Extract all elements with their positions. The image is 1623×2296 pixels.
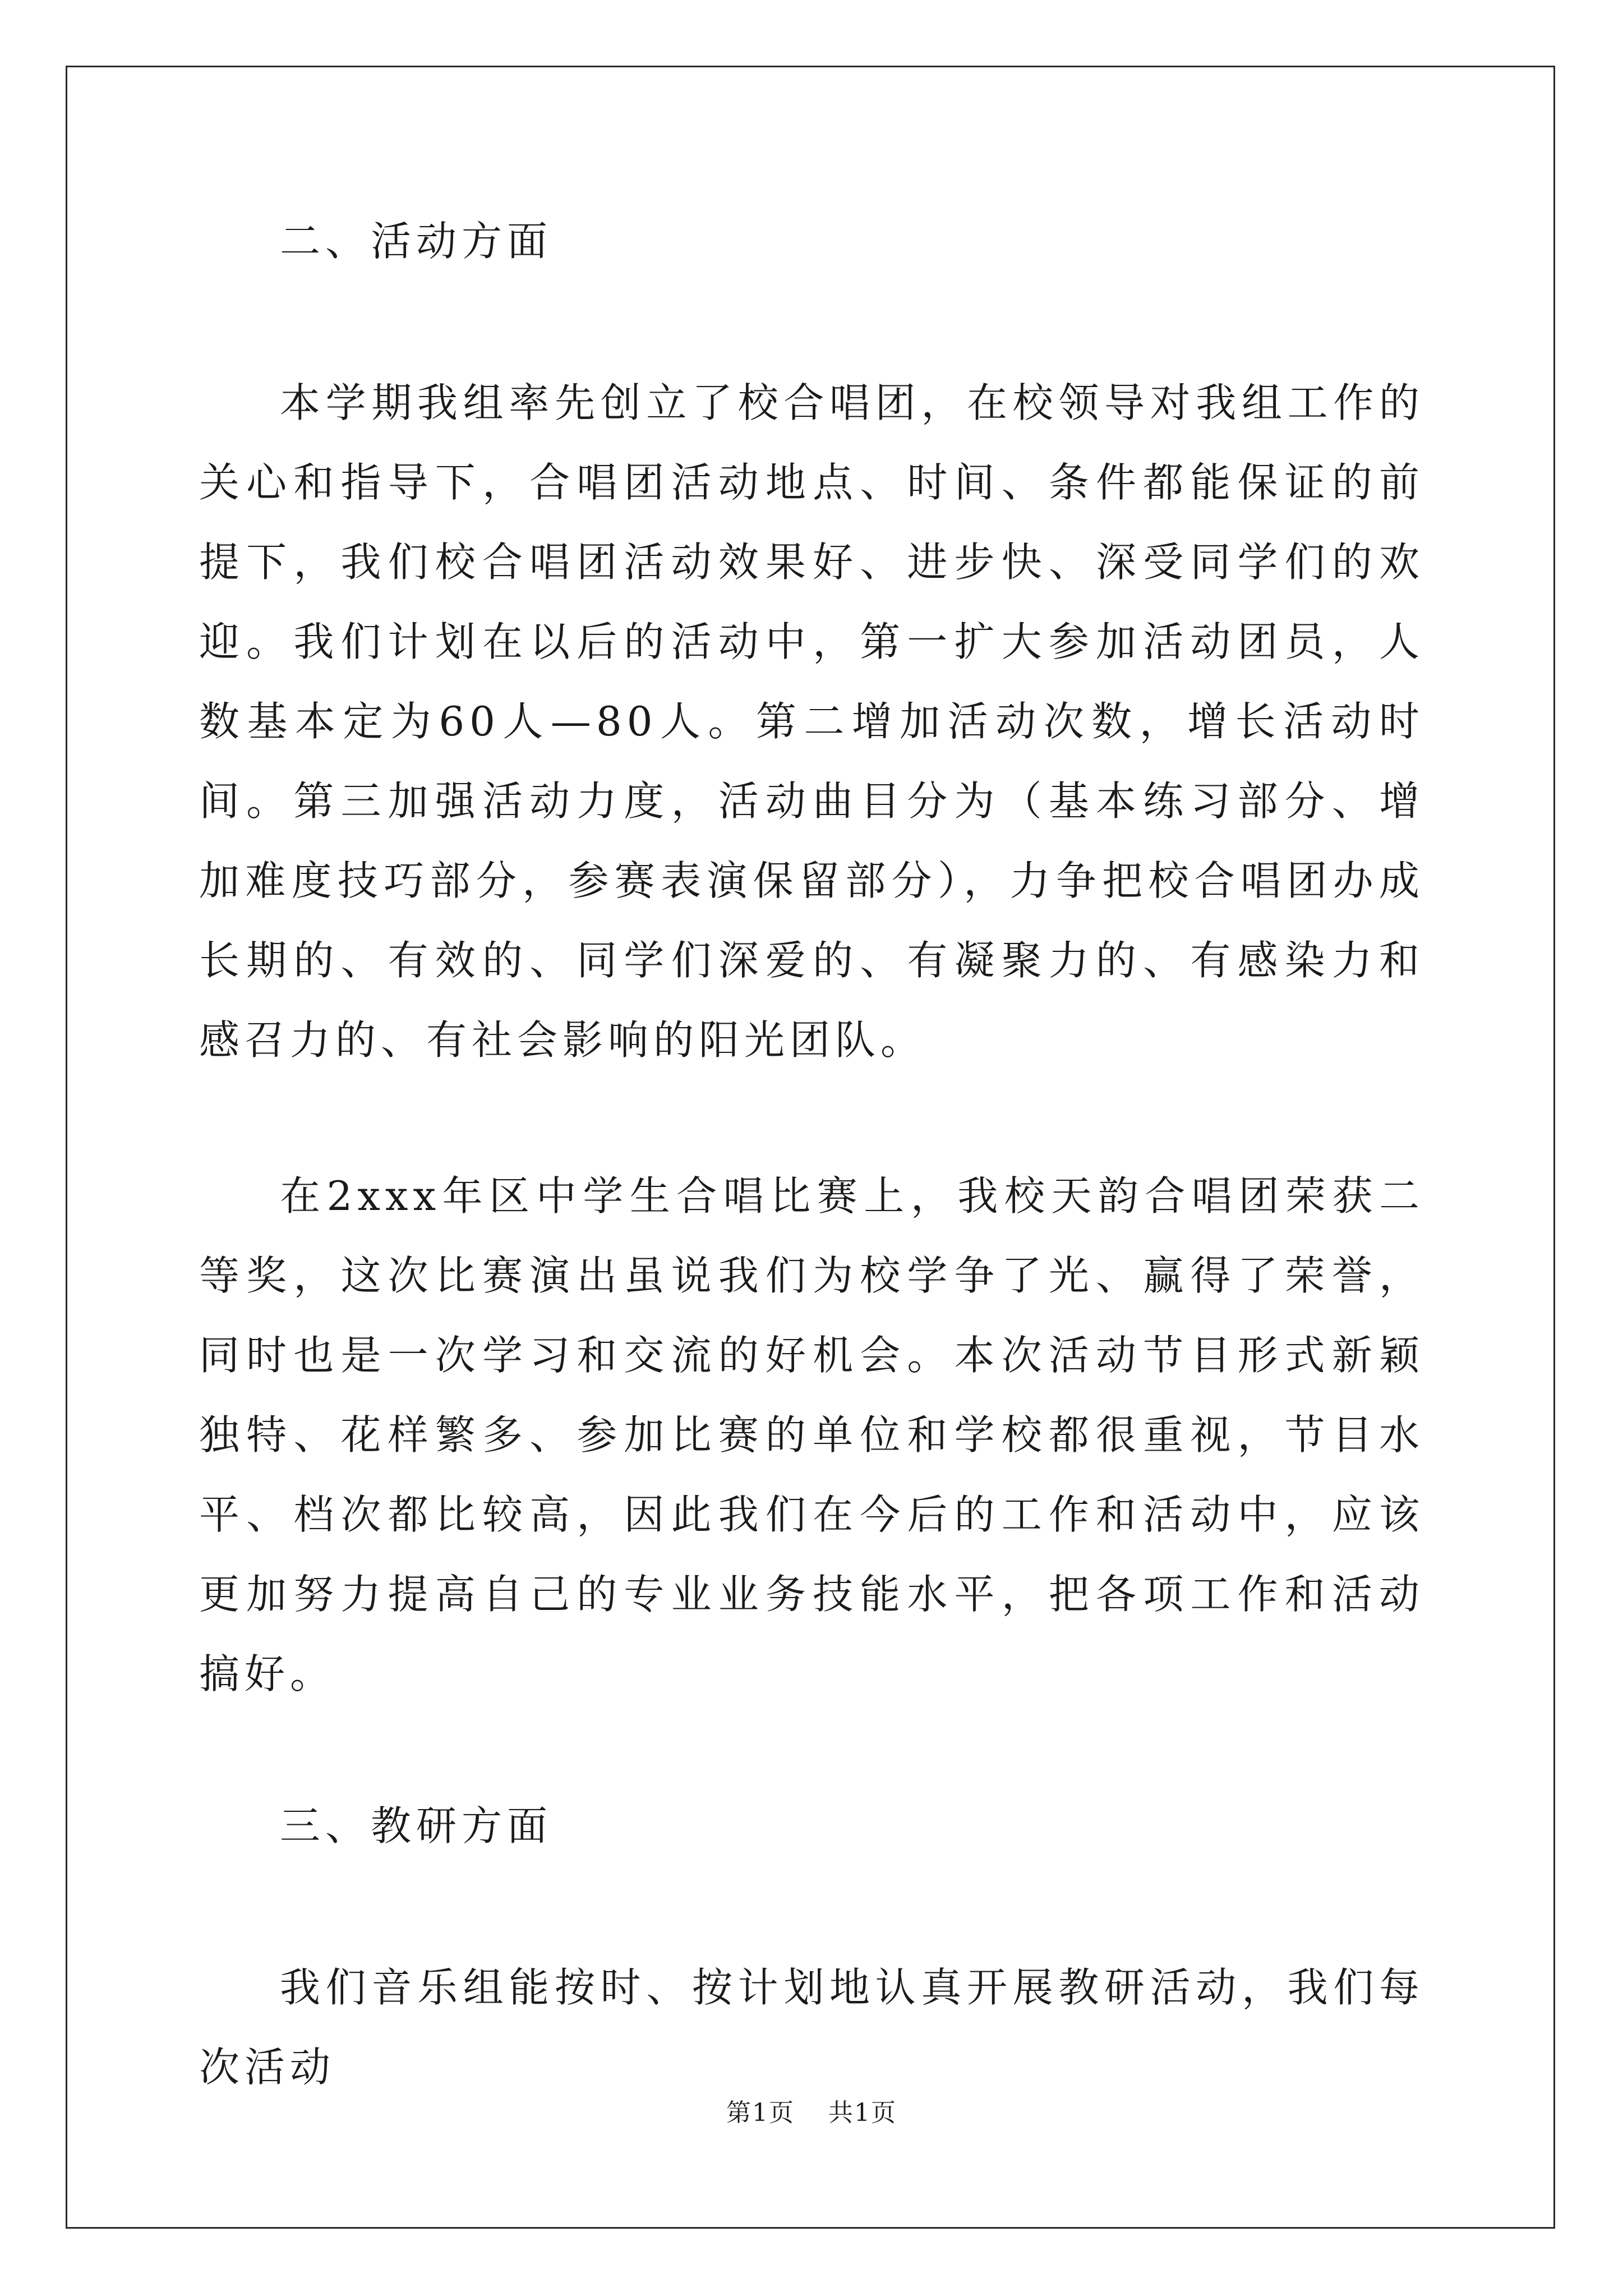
section-heading-teaching-research: 三、教研方面 [280,1802,553,1849]
page-number-total: 共1页 [828,2099,897,2127]
document-body [199,213,1424,2183]
paragraph-choir-founding: 本学期我组率先创立了校合唱团，在校领导对我组工作的关心和指导下，合唱团活动地点、时间、条件都能保证的前提下，我们校合唱团活动效果好、进步快、深受同学们的欢迎。我们计划在以后的活动中，第一扩大参加活动团员，人数基本定为60人—80人。第二增加活动次数，增长活动时间。第三加强活动力度，活动曲目分为（基本练习部分、增加难度技巧部分，参赛表演保留部分），力争把校合唱团办成长期的、有效的、同学们深爱的、有凝聚力的、有感染力和感召力的、有社会影响的阳光团队。 [199,379,1424,1064]
page-number-current: 第1页 [726,2099,795,2127]
paragraph-teaching-research: 我们音乐组能按时、按计划地认真开展教研活动，我们每次活动 [199,1964,1424,2091]
section-heading-activities: 二、活动方面 [280,218,553,265]
paragraph-competition: 在2xxx年区中学生合唱比赛上，我校天韵合唱团荣获二等奖，这次比赛演出虽说我们为校学争了光、赢得了荣誉，同时也是一次学习和交流的好机会。本次活动节目形式新颖独特、花样繁多、参加比赛的单位和学校都很重视，节目水平、档次都比较高，因此我们在今后的工作和活动中，应该更加努力提高自己的专业业务技能水平，把各项工作和活动搞好。 [199,1172,1424,1697]
page-footer [0,2092,1623,2128]
